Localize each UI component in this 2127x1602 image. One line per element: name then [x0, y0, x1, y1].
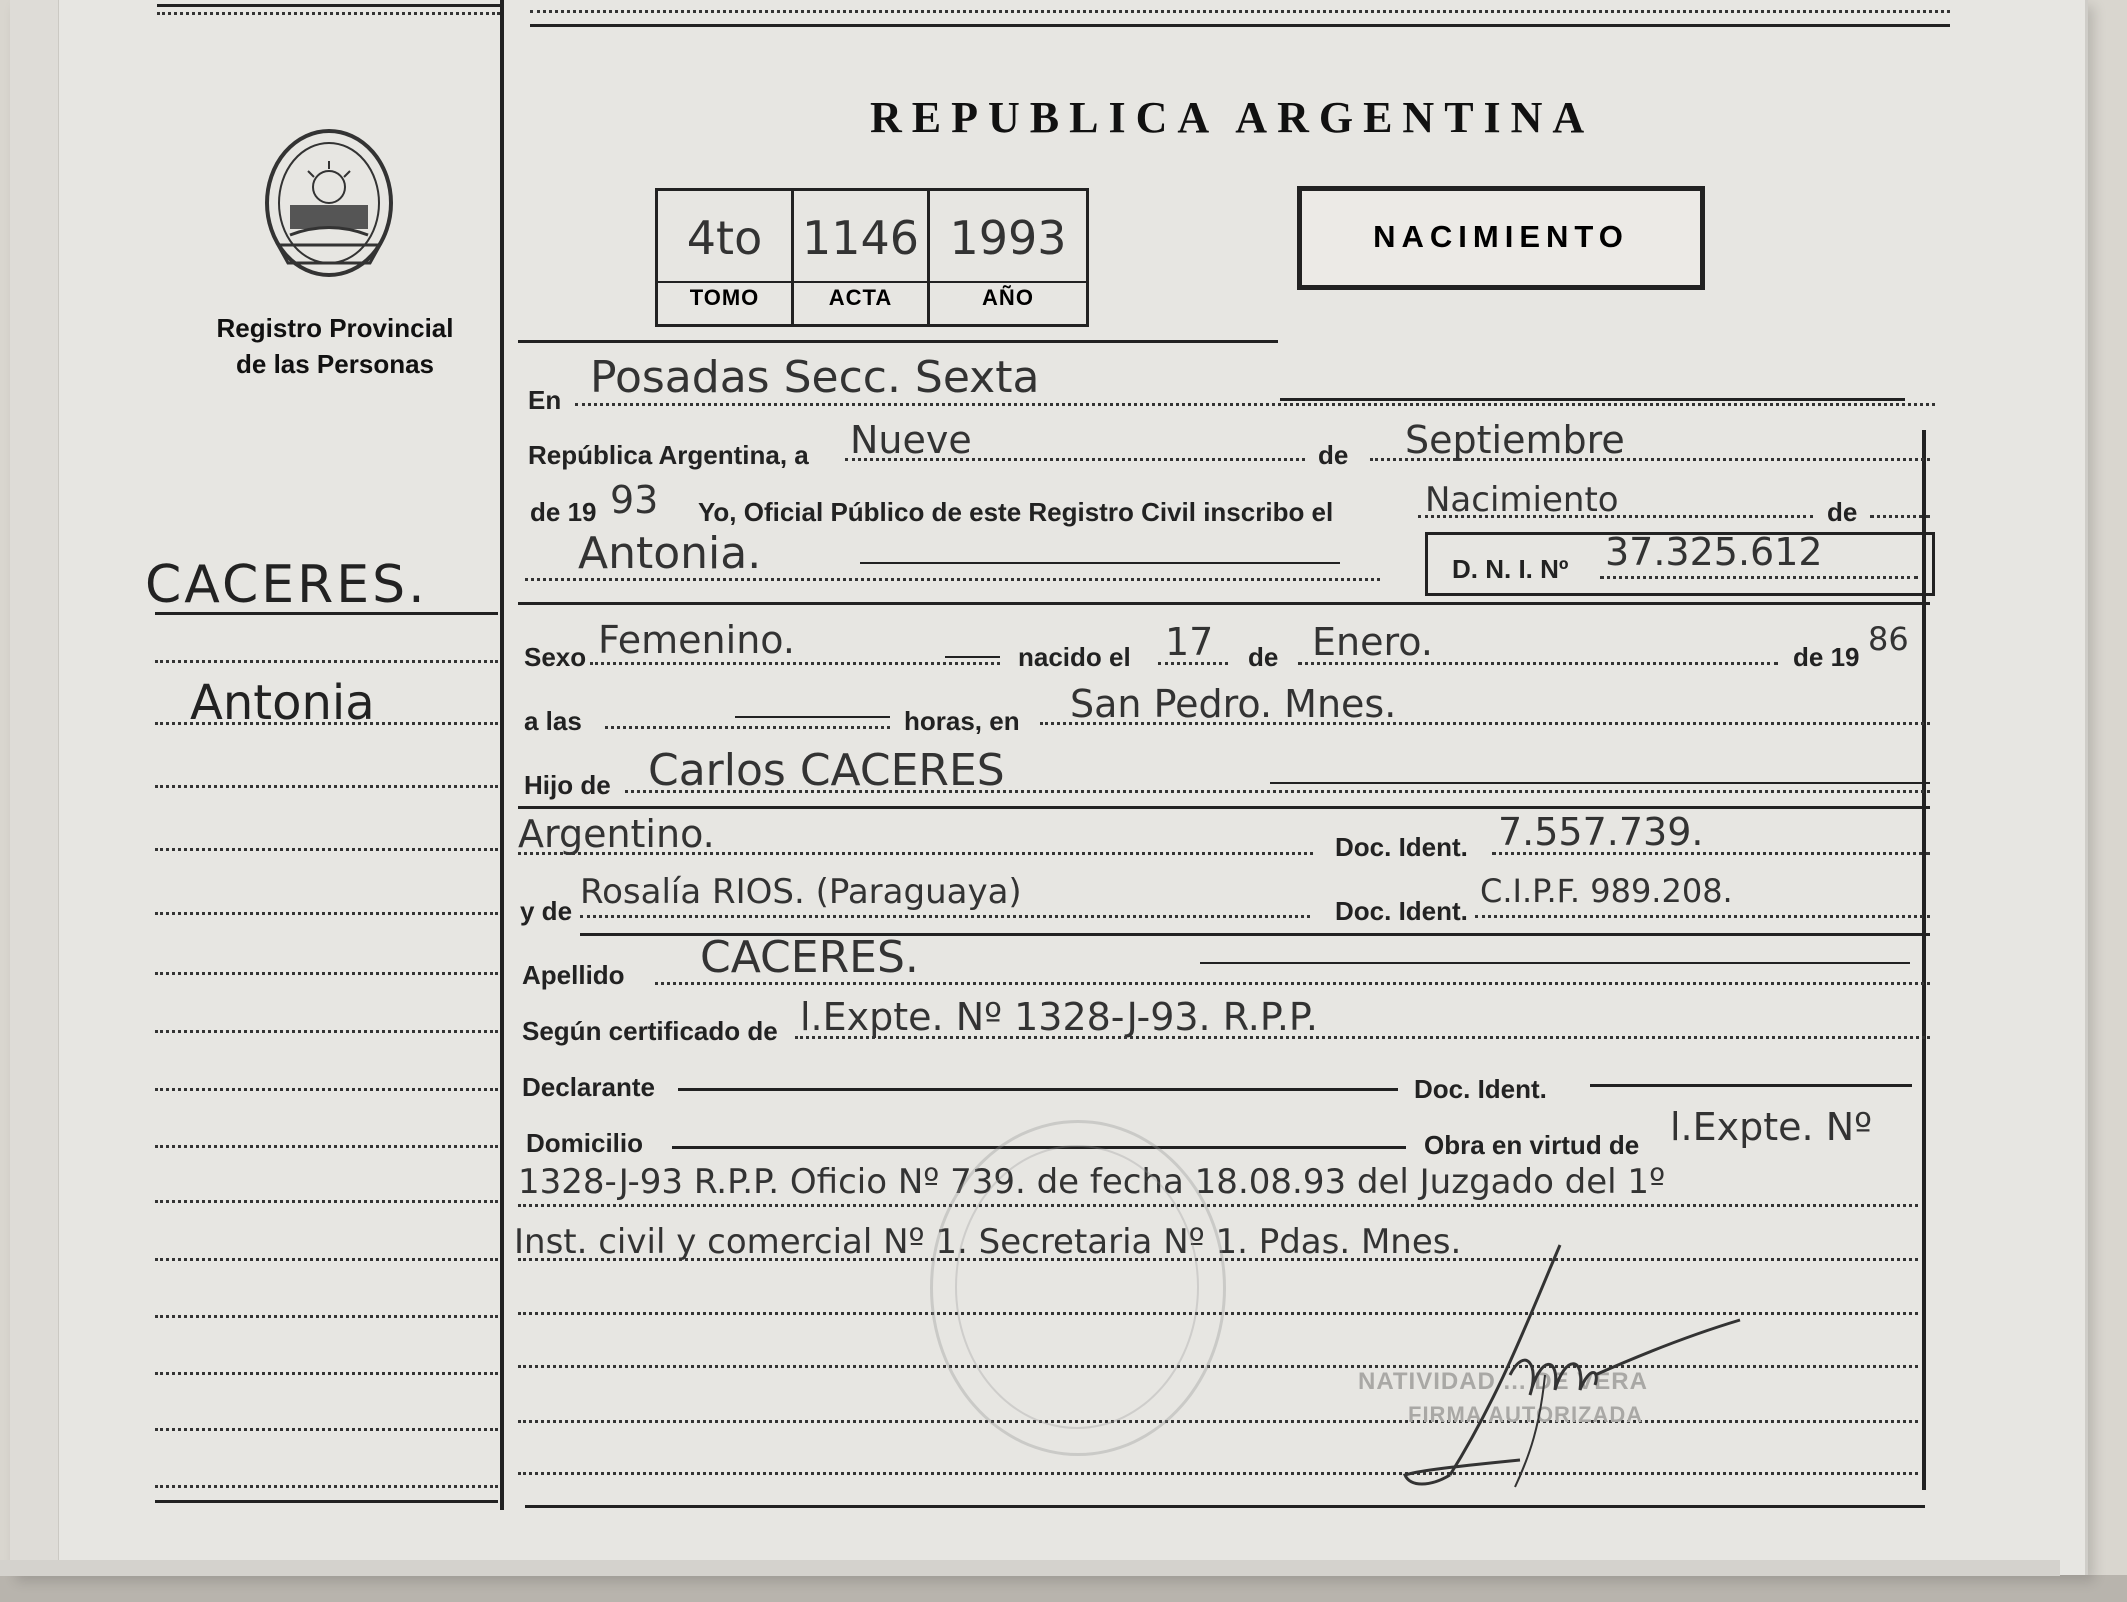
dots-name	[525, 578, 1380, 581]
margin-dots-2	[155, 722, 498, 725]
margin-dots-5	[155, 912, 498, 915]
notes-line-2: Inst. civil y comercial Nº 1. Secretaria Nº 1. Pdas. Mnes.	[514, 1222, 1462, 1262]
dots-surname	[655, 982, 1930, 985]
rule-hour-fill	[735, 716, 890, 718]
dots-mother-doc	[1475, 915, 1930, 918]
mother-name-value: Rosalía RIOS. (Paraguaya)	[580, 872, 1022, 912]
acta-value: 1146	[801, 211, 920, 265]
nacido-label: nacido el	[1018, 642, 1131, 672]
margin-dots-1	[155, 660, 498, 663]
birth-day-value: 17	[1165, 620, 1214, 664]
margin-given-name: Antonia	[190, 675, 375, 731]
registry-name	[190, 310, 480, 382]
page-edge-bottom	[0, 1575, 2127, 1602]
record-type-label: NACIMIENTO	[1373, 219, 1629, 254]
obra-value: l.Expte. Nº	[1670, 1105, 1873, 1149]
birth-month-value: Enero.	[1312, 620, 1433, 664]
de-label-1: de	[1318, 440, 1349, 470]
birth-year-suffix-value: 86	[1868, 620, 1909, 658]
sex-value: Femenino.	[598, 618, 795, 662]
child-name-value: Antonia.	[578, 528, 762, 579]
margin-dots-8	[155, 1088, 498, 1091]
sexo-label: Sexo	[524, 642, 587, 672]
mother-doc-value: C.I.P.F. 989.208.	[1480, 872, 1733, 910]
margin-dots-12	[155, 1315, 498, 1318]
tomo-label: TOMO	[689, 285, 760, 310]
dots-birth-month	[1298, 662, 1778, 665]
acta-label: ACTA	[828, 285, 893, 310]
en-label: En	[528, 385, 562, 415]
dots-day	[845, 458, 1305, 461]
margin-surname: CACERES.	[145, 555, 428, 615]
act-type-value: Nacimiento	[1425, 480, 1619, 520]
year-suffix-value: 93	[610, 478, 659, 522]
margin-dots-9	[155, 1145, 498, 1148]
record-reference-box	[655, 188, 1089, 327]
anio-label: AÑO	[982, 285, 1034, 310]
horas-label: horas, en	[904, 706, 1020, 736]
anio-cell	[930, 191, 1086, 324]
father-nationality-value: Argentino.	[518, 812, 715, 856]
segun-label: Según certificado de	[522, 1016, 778, 1046]
rule-section-2	[518, 806, 1930, 809]
dots-notes-1	[518, 1204, 1918, 1207]
dots-sex	[590, 662, 1000, 665]
dots-day2	[1158, 662, 1228, 665]
rule-sex-fill	[945, 656, 1000, 658]
top-rule-left	[157, 4, 500, 7]
doc-ident-label-3: Doc. Ident.	[1414, 1074, 1547, 1104]
margin-dots-3	[155, 785, 498, 788]
top-dots-right	[530, 10, 1950, 13]
anio-value: 1993	[949, 211, 1067, 265]
margin-dots-6	[155, 972, 498, 975]
dots-dni	[1600, 576, 1918, 579]
rule-declarante	[678, 1088, 1398, 1091]
dots-father	[625, 790, 1930, 793]
dots-month	[1370, 458, 1930, 461]
rule-en	[1280, 398, 1905, 401]
country-title: REPUBLICA ARGENTINA	[870, 93, 1595, 142]
top-rule-right	[530, 24, 1950, 27]
dots-father-doc	[1492, 852, 1930, 855]
dots-en	[575, 403, 1935, 406]
notes-line-1: 1328-J-93 R.P.P. Oficio Nº 739. de fecha 18.08.93 del Juzgado del 1º	[518, 1162, 1666, 1202]
page-edge	[0, 1560, 2060, 1576]
margin-dots-4	[155, 848, 498, 851]
dni-label: D. N. I. Nº	[1452, 554, 1569, 584]
handwritten-signature	[1390, 1225, 1750, 1505]
rule-bottom	[525, 1505, 1925, 1508]
margin-dots-7	[155, 1030, 498, 1033]
rule-declarante-doc	[1590, 1084, 1912, 1087]
margin-dots-10	[155, 1200, 498, 1203]
day-word-value: Nueve	[850, 418, 972, 462]
tomo-value: 4to	[686, 211, 763, 265]
margin-bottom-rule	[155, 1500, 498, 1503]
top-dots-left	[157, 12, 500, 15]
dots-nationality	[518, 852, 1313, 855]
dots-mother	[580, 915, 1310, 918]
book-spine	[10, 0, 59, 1575]
dni-value: 37.325.612	[1605, 530, 1823, 574]
acta-cell	[794, 191, 930, 324]
certificate-value: l.Expte. Nº 1328-J-93. R.P.P.	[800, 995, 1318, 1039]
apellido-label: Apellido	[522, 960, 625, 990]
doc-ident-label-1: Doc. Ident.	[1335, 832, 1468, 862]
rule-name-fill	[860, 562, 1340, 564]
signatory-role: FIRMA AUTORIZADA	[1408, 1402, 1644, 1427]
dots-birth-place	[1040, 722, 1930, 725]
rule-surname-fill	[1200, 962, 1910, 964]
father-doc-value: 7.557.739.	[1498, 810, 1704, 854]
registry-line2: de las Personas	[236, 349, 434, 379]
official-text: Yo, Oficial Público de este Registro Civil inscribo el	[698, 497, 1334, 527]
de19-label-2: de 19	[1793, 642, 1860, 672]
rule-section-1	[518, 602, 1930, 605]
rule-en-top	[518, 340, 1278, 343]
month-value: Septiembre	[1405, 418, 1625, 462]
official-stamp-inner	[955, 1145, 1199, 1429]
tomo-cell	[658, 191, 794, 324]
margin-dots-15	[155, 1485, 498, 1488]
signatory-name: NATIVIDAD ... DE VERA	[1358, 1368, 1648, 1395]
birth-place-value: San Pedro. Mnes.	[1070, 682, 1397, 726]
obra-label: Obra en virtud de	[1424, 1130, 1640, 1160]
dots-act	[1418, 515, 1813, 518]
margin-dots-11	[155, 1258, 498, 1261]
record-type-box	[1297, 186, 1705, 290]
y-de-label: y de	[520, 896, 573, 926]
surname-value: CACERES.	[700, 932, 919, 983]
dots-certificate	[795, 1036, 1930, 1039]
republica-label: República Argentina, a	[528, 440, 809, 470]
hijo-label: Hijo de	[524, 770, 611, 800]
domicilio-label: Domicilio	[526, 1128, 644, 1158]
dots-hour	[605, 726, 890, 729]
column-divider	[500, 0, 504, 1510]
margin-dots-14	[155, 1428, 498, 1431]
margin-dots-13	[155, 1372, 498, 1375]
declarante-label: Declarante	[522, 1072, 655, 1102]
a-las-label: a las	[524, 706, 582, 736]
dots-de2	[1870, 515, 1930, 518]
father-name-value: Carlos CACERES	[648, 745, 1005, 796]
de-label-3: de	[1248, 642, 1279, 672]
provincial-seal-icon	[258, 125, 400, 285]
rule-father-fill	[1270, 782, 1930, 784]
place-value: Posadas Secc. Sexta	[590, 352, 1040, 403]
de19-label: de 19	[530, 497, 597, 527]
margin-rule-1	[155, 612, 498, 615]
doc-ident-label-2: Doc. Ident.	[1335, 896, 1468, 926]
de-label-2: de	[1827, 497, 1858, 527]
registry-line1: Registro Provincial	[216, 313, 454, 343]
